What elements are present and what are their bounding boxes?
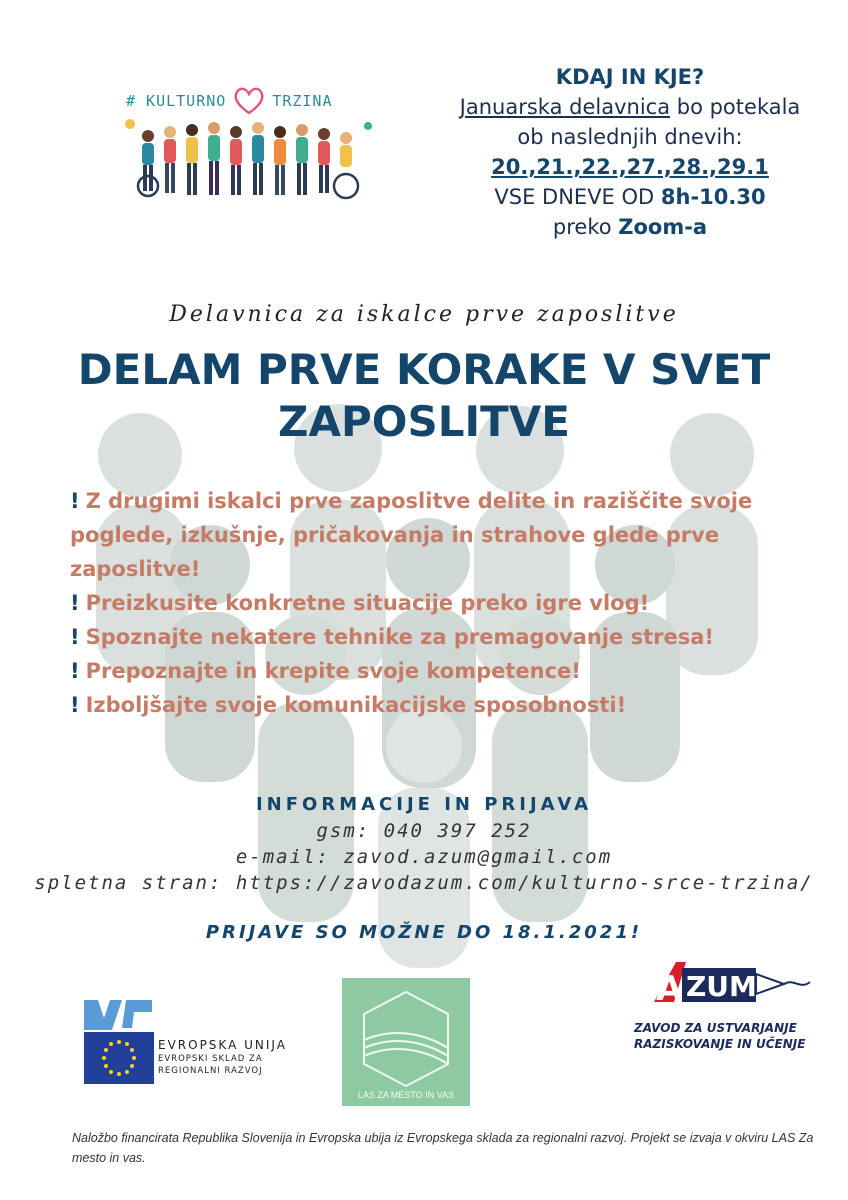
time-value: 8h-10.30 (660, 185, 766, 209)
funding-footnote: Naložbo financirata Republika Slovenija in Evropska ubija iz Evropskega sklada za regionalni razvoj. Projekt se izvaja v okviru LAS Za mesto in vas. (72, 1131, 814, 1165)
when-where-block (440, 62, 820, 242)
title-line-1: DELAM PRVE KORAKE V SVET (77, 345, 771, 394)
workshop-title (60, 344, 788, 448)
azum-logo (634, 958, 814, 1058)
list-item-text: Prepoznajte in krepite svoje kompetence! (85, 659, 581, 683)
kulturno-srce-logo (118, 72, 380, 207)
list-item-text: Spoznajte nekatere tehnike za premagovanje stresa! (85, 625, 714, 649)
when-line-1-rest: bo potekala (670, 95, 801, 119)
list-item-text: Izboljšajte svoje komunikacijske sposobnosti! (85, 693, 627, 717)
when-line-1 (440, 92, 820, 122)
when-dates (440, 152, 820, 182)
workshop-subtitle: Delavnica za iskalce prve zaposlitve (169, 302, 679, 327)
list-item-text: Z drugimi iskalci prve zaposlitve delite in raziščite svoje poglede, izkušnje, pričakovanja in strahove glede prve zaposlitve! (70, 489, 753, 581)
logo-text-left: # KULTURNO (126, 92, 227, 110)
exclamation-mark: ! (70, 625, 80, 649)
when-time (440, 182, 820, 212)
platform-value: Zoom-a (618, 215, 708, 239)
dates-value: 20.,21.,22.,27.,28.,29.1 (491, 155, 769, 179)
list-item (70, 688, 790, 722)
title-line-2: ZAPOSLITVE (278, 397, 570, 446)
house-hills-icon (342, 978, 470, 1088)
eu-line-1: EVROPSKA UNIJA (158, 1038, 287, 1052)
exclamation-mark: ! (70, 591, 80, 615)
azum-wordmark-icon (634, 958, 814, 1018)
list-item (70, 620, 790, 654)
workshop-link[interactable]: Januarska delavnica (459, 95, 671, 119)
contact-info (0, 792, 848, 896)
logo-text-right: TRZINA (272, 92, 333, 110)
contact-phone[interactable]: gsm: 040 397 252 (316, 820, 532, 842)
crowd-illustration (118, 106, 380, 206)
las-label: LAS ZA MESTO IN VAS (357, 1090, 455, 1100)
svg-text:ZUM: ZUM (686, 970, 757, 1003)
list-item (70, 654, 790, 688)
eu-logo (82, 998, 322, 1090)
exclamation-mark: ! (70, 489, 80, 513)
eu-line-3: REGIONALNI RAZVOJ (158, 1066, 263, 1076)
las-logo (342, 978, 470, 1106)
exclamation-mark: ! (70, 693, 80, 717)
svg-text:A: A (656, 969, 683, 1009)
eu-text (158, 1038, 328, 1077)
benefits-list (70, 484, 790, 722)
azum-line-2: RAZISKOVANJE IN UČENJE (634, 1037, 806, 1051)
when-title: KDAJ IN KJE? (555, 65, 705, 89)
eu-flag-icon (82, 998, 158, 1090)
list-item (70, 586, 790, 620)
list-item-text: Preizkusite konkretne situacije preko igre vlog! (85, 591, 650, 615)
contact-email[interactable]: e-mail: zavod.azum@gmail.com (235, 846, 613, 868)
contact-website[interactable]: spletna stran: https://zavodazum.com/kulturno-srce-trzina/ (34, 872, 814, 894)
when-platform (440, 212, 820, 242)
azum-text (634, 1020, 814, 1052)
exclamation-mark: ! (70, 659, 80, 683)
platform-prefix: preko (552, 215, 619, 239)
contact-title: INFORMACIJE IN PRIJAVA (255, 794, 593, 815)
list-item (70, 484, 790, 586)
registration-deadline: PRIJAVE SO MOŽNE DO 18.1.2021! (205, 922, 643, 943)
azum-line-1: ZAVOD ZA USTVARJANJE (634, 1021, 797, 1035)
time-prefix: VSE DNEVE OD (494, 185, 661, 209)
when-line-2: ob naslednjih dnevih: (517, 125, 743, 149)
eu-line-2: EVROPSKI SKLAD ZA (158, 1054, 263, 1064)
